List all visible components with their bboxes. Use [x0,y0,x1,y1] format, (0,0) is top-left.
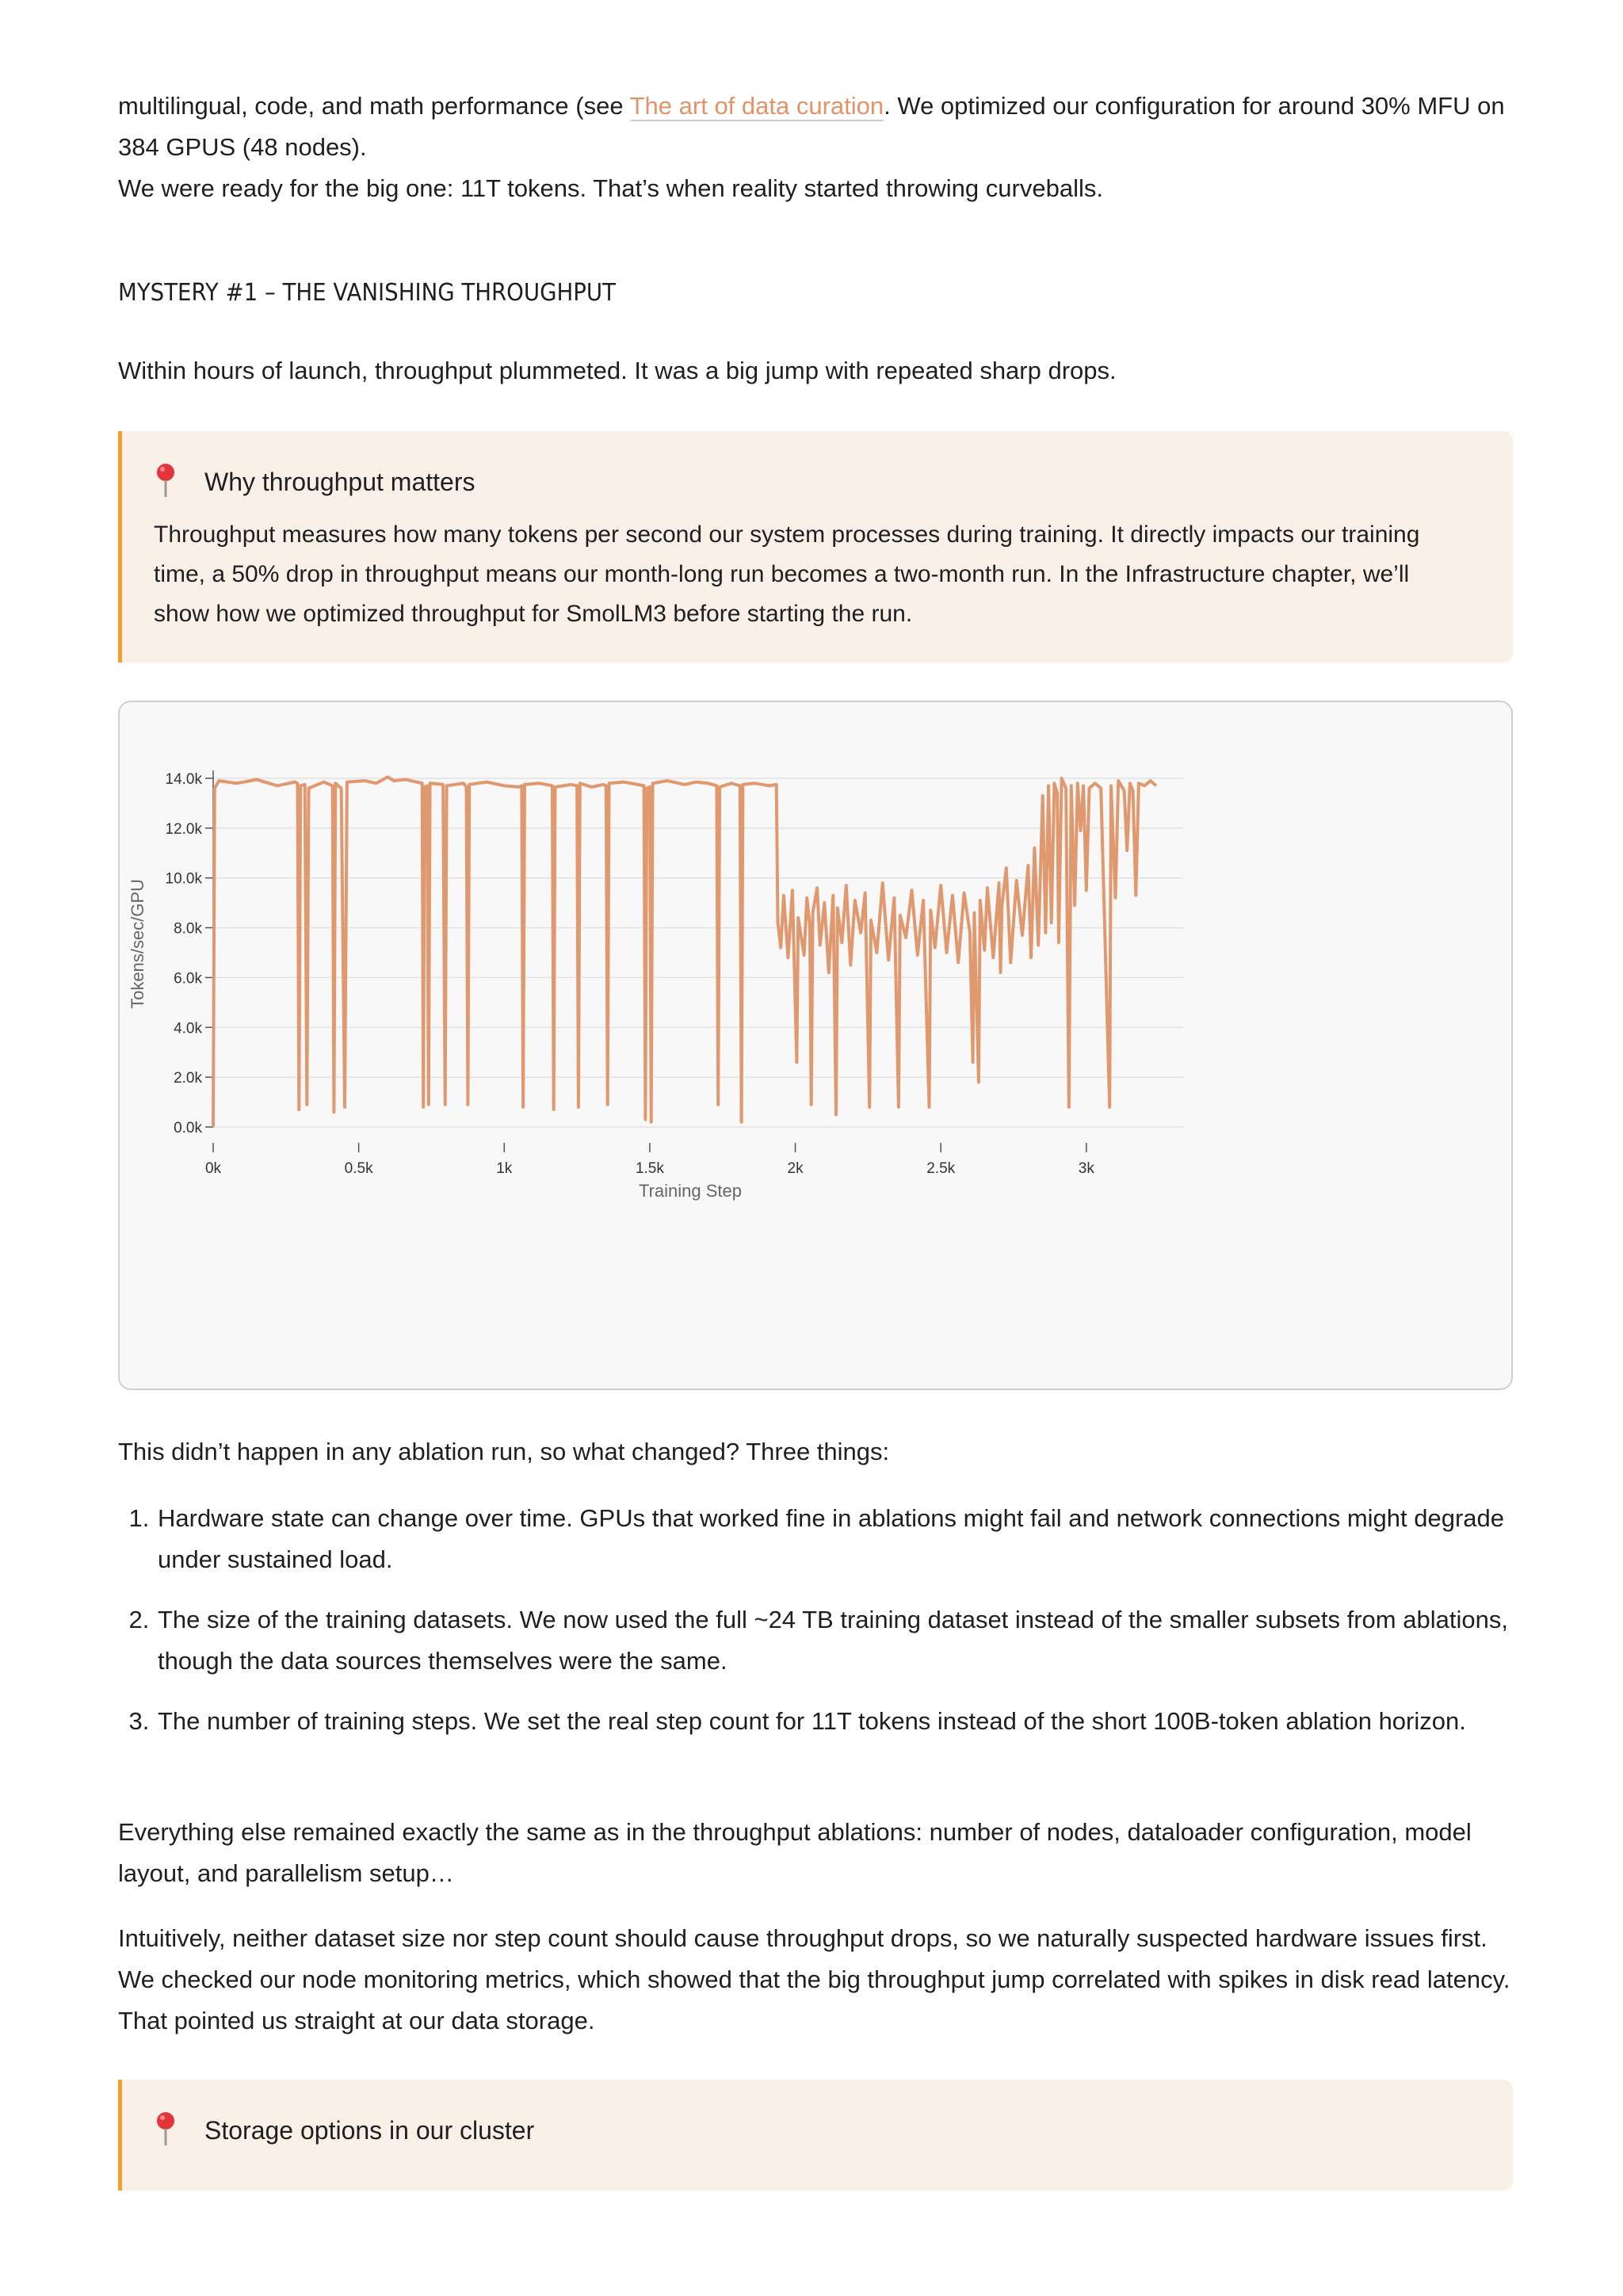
y-axis [166,770,213,1137]
intro-line-2: We were ready for the big one: 11T tokens. That’s when reality started throwing curveballs. [118,174,1103,202]
intro-paragraph [118,86,1513,168]
y-tick-label: 4.0k [174,1020,202,1037]
intro-text-after: . We optimized our configuration for around 30% MFU on 384 GPUS (48 nodes). [118,92,1505,161]
x-axis [205,1143,1094,1177]
section-heading: MYSTERY #1 – THE VANISHING THROUGHPUT [118,279,616,307]
x-tick-label: 0k [204,1160,222,1177]
throughput-chart-card [118,701,1513,1390]
intro-text-before: multilingual, code, and math performance (see [118,92,630,120]
intuitively-paragraph: Intuitively, neither dataset size nor step count should cause throughput drops, so we naturally suspected hardware issues first. We checked our node monitoring metrics, which showed that the big throughput jump correlated with spikes in disk read latency. That pointed us straight at our data storage. [118,1924,1510,2034]
x-axis-label: Training Step [638,1181,743,1201]
x-tick-label: 3k [1078,1160,1094,1177]
y-tick-label: 14.0k [165,771,202,788]
chart-grid [213,778,1183,1127]
y-tick-label: 10.0k [165,870,202,888]
y-axis-label: Tokens/sec/GPU [128,879,147,1009]
changes-list [118,1498,1551,1761]
everything-else-paragraph: Everything else remained exactly the same as in the throughput ablations: number of nodes, dataloader configuration, model layout, and parallelism setup… [118,1818,1472,1887]
x-tick-label: 1k [496,1160,513,1177]
after-chart-paragraph: This didn’t happen in any ablation run, so what changed? Three things: [118,1438,890,1465]
throughput-series-line [213,777,1156,1127]
callout-why-throughput [118,431,1513,663]
x-tick-label: 2k [787,1160,804,1177]
y-tick-label: 2.0k [174,1070,202,1087]
chart-series [213,777,1156,1127]
list-item: 3. The number of training steps. We set the real step count for 11T tokens instead of the short 100B-token ablation horizon. [156,1701,1551,1742]
list-item: 2. The size of the training datasets. We now used the full ~24 TB training dataset instead of the smaller subsets from ablations, though the data sources themselves were the same. [156,1599,1551,1682]
callout-storage-options [118,2080,1513,2191]
section-intro: Within hours of launch, throughput plummeted. It was a big jump with repeated sharp drops. [118,357,1117,384]
x-tick-label: 2.5k [926,1160,956,1177]
x-tick-label: 1.5k [635,1160,664,1177]
callout-body: Throughput measures how many tokens per second our system processes during training. It directly impacts our training time, a 50% drop in throughput means our month-long run becomes a two-month run. In the Infrastructure chapter, we’ll show how we optimized throughput for SmolLM3 before starting the run. [154,521,1420,627]
y-tick-label: 12.0k [165,820,202,838]
y-tick-label: 8.0k [174,920,202,938]
x-tick-label: 0.5k [344,1160,373,1177]
y-tick-label: 0.0k [174,1120,202,1137]
list-item: 1. Hardware state can change over time. GPUs that worked fine in ablations might fail and network connections might degrade under sustained load. [156,1498,1551,1580]
callout-title: Why throughput matters [204,468,475,496]
pin-icon [154,2111,178,2146]
throughput-chart[interactable] [120,702,1511,1389]
art-of-data-curation-link[interactable]: The art of data curation [629,92,884,120]
pin-icon [154,463,178,498]
callout-title: Storage options in our cluster [204,2116,535,2145]
y-tick-label: 6.0k [174,970,202,988]
